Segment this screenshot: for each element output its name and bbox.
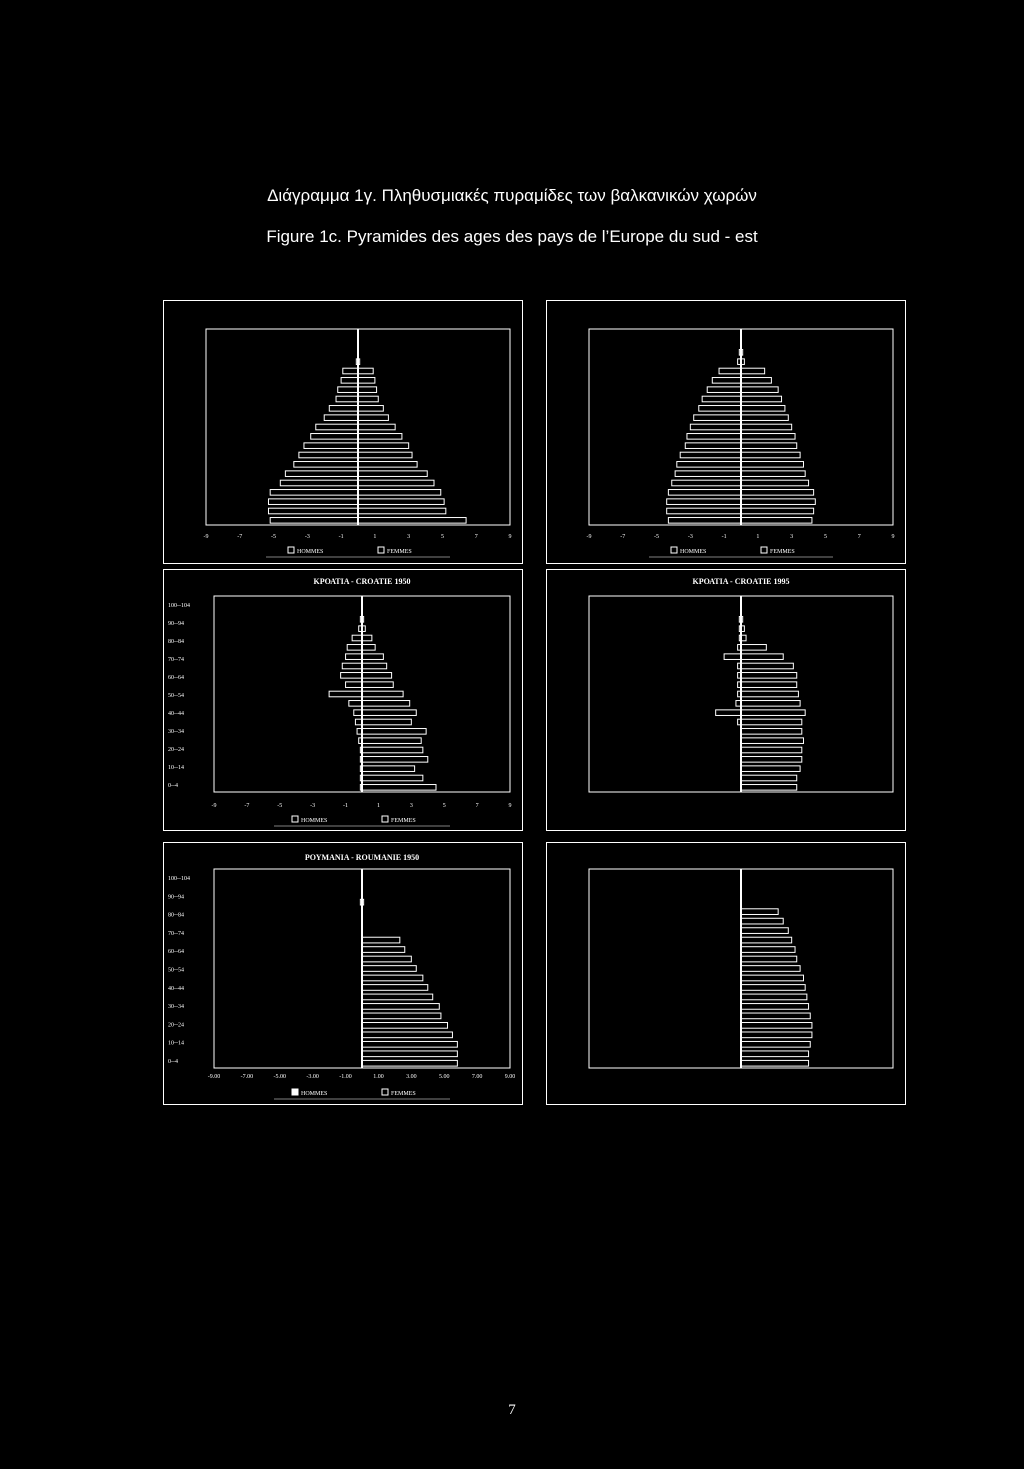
chart-title: ΡΟΥΜΑΝΙΑ - ROUMANIE 1950 xyxy=(304,853,420,862)
legend-label-hommes: HOMMES xyxy=(297,549,324,555)
y-tick-label: 80--84 xyxy=(168,639,184,645)
bar-femmes-25-29 xyxy=(362,1013,441,1019)
bar-hommes-45-49 xyxy=(349,701,362,707)
bar-femmes-80-84 xyxy=(358,368,373,374)
bar-femmes-60-64 xyxy=(741,947,795,953)
x-tick-label: -1 xyxy=(343,803,349,809)
bar-femmes-75-79 xyxy=(358,378,375,384)
bar-hommes-80-84 xyxy=(352,635,362,641)
bar-femmes-55-59 xyxy=(358,415,388,421)
y-tick-label: 0--4 xyxy=(168,1059,178,1065)
bar-femmes-50-54 xyxy=(362,691,403,697)
bar-hommes-40-44 xyxy=(354,710,362,716)
x-tick-label: -9 xyxy=(586,534,592,540)
x-tick-label: -9.00 xyxy=(207,1074,221,1080)
pyramid-chart xyxy=(164,301,522,563)
y-tick-label: 20--24 xyxy=(168,1022,184,1029)
bar-femmes-60-64 xyxy=(741,673,797,679)
x-tick-label: 3.00 xyxy=(406,1074,417,1080)
bar-hommes-80-84 xyxy=(719,368,741,374)
bar-hommes-10-14 xyxy=(667,499,741,505)
bar-femmes-25-29 xyxy=(362,738,421,744)
bar-femmes-0-4 xyxy=(741,785,797,791)
bar-femmes-45-49 xyxy=(741,434,795,440)
bar-hommes-35-39 xyxy=(680,452,741,458)
pyramid-panel-romania-1950 xyxy=(163,842,523,1105)
y-tick-label: 10--14 xyxy=(168,1040,184,1047)
x-tick-label: 3 xyxy=(409,803,413,809)
bar-femmes-30-34 xyxy=(741,462,803,468)
y-tick-label: 20--24 xyxy=(168,747,184,753)
bar-femmes-80-84 xyxy=(741,909,778,915)
y-tick-label: 80--84 xyxy=(168,912,184,919)
x-tick-label: 3 xyxy=(407,534,411,540)
legend-label-femmes: FEMMES xyxy=(391,1091,416,1097)
bar-femmes-5-9 xyxy=(358,508,446,514)
bar-femmes-20-24 xyxy=(362,1023,448,1029)
bar-femmes-85-89 xyxy=(362,626,365,632)
legend-label-hommes: HOMMES xyxy=(301,818,328,824)
bar-femmes-10-14 xyxy=(741,1041,810,1047)
bar-femmes-40-44 xyxy=(362,710,416,716)
bar-femmes-65-69 xyxy=(358,396,378,402)
bar-hommes-60-64 xyxy=(329,406,358,412)
bar-hommes-75-79 xyxy=(712,378,741,384)
bar-hommes-40-44 xyxy=(685,443,741,449)
x-tick-label: -5 xyxy=(271,534,277,540)
bar-femmes-45-49 xyxy=(362,975,423,981)
bar-femmes-20-24 xyxy=(358,480,434,486)
bar-femmes-75-79 xyxy=(362,645,375,651)
x-tick-label: 9.00 xyxy=(504,1074,516,1080)
x-tick-label: -5 xyxy=(654,534,660,540)
bar-femmes-75-79 xyxy=(741,918,783,924)
y-tick-label: 40--44 xyxy=(168,985,184,992)
x-tick-label: -5 xyxy=(277,803,283,809)
bar-femmes-0-4 xyxy=(741,1060,809,1066)
bar-femmes-0-4 xyxy=(362,1060,457,1066)
bar-femmes-30-34 xyxy=(358,462,417,468)
bar-femmes-65-69 xyxy=(741,396,782,402)
y-tick-label: 100--104 xyxy=(168,876,190,882)
bar-hommes-55-59 xyxy=(346,682,362,688)
legend-label-femmes: FEMMES xyxy=(770,549,795,555)
bar-femmes-20-24 xyxy=(741,1023,812,1029)
bar-femmes-10-14 xyxy=(362,1041,457,1047)
x-tick-label: 1 xyxy=(756,534,760,540)
bar-femmes-55-59 xyxy=(741,956,797,962)
legend-swatch-hommes xyxy=(288,547,294,553)
pyramid-chart xyxy=(547,843,905,1104)
bar-femmes-70-74 xyxy=(362,654,383,660)
bar-femmes-50-54 xyxy=(358,424,395,430)
bar-hommes-35-39 xyxy=(299,452,358,458)
bar-femmes-55-59 xyxy=(741,682,797,688)
bar-femmes-35-39 xyxy=(358,452,412,458)
bar-hommes-20-24 xyxy=(672,480,741,486)
x-tick-label: 1 xyxy=(373,534,377,540)
bar-femmes-45-49 xyxy=(741,701,800,707)
pyramid-chart xyxy=(547,570,905,830)
bar-hommes-25-29 xyxy=(675,471,741,477)
bar-femmes-75-79 xyxy=(741,378,771,384)
x-tick-label: 7 xyxy=(857,534,861,540)
bar-femmes-35-39 xyxy=(362,719,411,725)
bar-femmes-65-69 xyxy=(741,937,792,943)
x-tick-label: -1.00 xyxy=(339,1074,352,1080)
bar-hommes-25-29 xyxy=(285,471,358,477)
bar-femmes-5-9 xyxy=(362,1051,457,1057)
pyramid-panel-croatia-1995 xyxy=(546,569,906,831)
bar-hommes-15-19 xyxy=(668,490,741,496)
bar-femmes-80-84 xyxy=(362,635,372,641)
bar-femmes-25-29 xyxy=(741,1013,810,1019)
legend-label-femmes: FEMMES xyxy=(387,549,412,555)
bar-femmes-45-49 xyxy=(741,975,803,981)
bar-femmes-60-64 xyxy=(741,406,785,412)
bar-femmes-15-19 xyxy=(741,757,802,763)
x-tick-label: 5.00 xyxy=(438,1074,450,1080)
bar-femmes-40-44 xyxy=(362,985,428,991)
y-tick-label: 70--74 xyxy=(168,930,184,937)
bar-femmes-35-39 xyxy=(362,994,433,1000)
x-tick-label: 3 xyxy=(790,534,794,540)
x-tick-label: -7 xyxy=(620,534,626,540)
bar-femmes-15-19 xyxy=(358,490,441,496)
bar-femmes-55-59 xyxy=(362,956,411,962)
bar-femmes-40-44 xyxy=(741,710,805,716)
page-number: 7 xyxy=(508,1402,516,1418)
bar-femmes-50-54 xyxy=(741,424,792,430)
bar-hommes-15-19 xyxy=(270,490,358,496)
y-tick-label: 50--54 xyxy=(168,967,184,974)
x-tick-label: 1 xyxy=(376,803,380,809)
bar-femmes-20-24 xyxy=(741,480,809,486)
bar-hommes-65-69 xyxy=(342,663,362,669)
bar-femmes-70-74 xyxy=(741,928,788,934)
bar-hommes-50-54 xyxy=(690,424,741,430)
x-tick-label: 9 xyxy=(891,534,895,540)
y-tick-label: 90--94 xyxy=(168,894,184,901)
bar-femmes-45-49 xyxy=(362,701,410,707)
bar-femmes-30-34 xyxy=(362,729,426,735)
x-tick-label: 7 xyxy=(474,534,478,540)
bar-femmes-70-74 xyxy=(358,387,377,393)
bar-femmes-65-69 xyxy=(741,663,793,669)
x-tick-label: -1 xyxy=(721,534,727,540)
x-tick-label: -3 xyxy=(304,534,310,540)
x-tick-label: 7 xyxy=(475,803,479,809)
chart-title: ΚΡΟΑΤΙΑ - CROATIE 1995 xyxy=(692,577,790,586)
bar-hommes-40-44 xyxy=(304,443,358,449)
bar-femmes-30-34 xyxy=(362,1004,439,1010)
bar-hommes-70-74 xyxy=(707,387,741,393)
legend-swatch-hommes xyxy=(671,547,677,553)
legend-swatch-femmes xyxy=(378,547,384,553)
bar-hommes-10-14 xyxy=(268,499,358,505)
bar-femmes-50-54 xyxy=(362,966,416,972)
x-tick-label: -3 xyxy=(687,534,693,540)
bar-hommes-80-84 xyxy=(343,368,358,374)
bar-femmes-35-39 xyxy=(741,994,807,1000)
legend-label-hommes: HOMMES xyxy=(301,1091,328,1097)
bar-hommes-30-34 xyxy=(677,462,741,468)
bar-hommes-70-74 xyxy=(724,654,741,660)
bar-femmes-30-34 xyxy=(741,729,802,735)
legend-swatch-femmes xyxy=(761,547,767,553)
bar-femmes-60-64 xyxy=(362,673,392,679)
page-title-french: Figure 1c. Pyramides des ages des pays de l’Europe du sud - est xyxy=(266,227,758,246)
bar-femmes-60-64 xyxy=(362,947,405,953)
bar-hommes-55-59 xyxy=(324,415,358,421)
bar-femmes-15-19 xyxy=(741,490,814,496)
bar-hommes-50-54 xyxy=(316,424,358,430)
bar-femmes-20-24 xyxy=(741,747,802,753)
bar-femmes-15-19 xyxy=(741,1032,812,1038)
y-tick-label: 50--54 xyxy=(168,693,184,699)
bar-femmes-50-54 xyxy=(741,966,800,972)
bar-femmes-40-44 xyxy=(741,985,805,991)
bar-hommes-0-4 xyxy=(668,518,741,524)
y-tick-label: 100--104 xyxy=(168,603,190,609)
bar-femmes-70-74 xyxy=(741,654,783,660)
x-tick-label: -9 xyxy=(211,803,217,809)
bar-hommes-5-9 xyxy=(667,508,741,514)
bar-femmes-55-59 xyxy=(362,682,393,688)
bar-femmes-25-29 xyxy=(741,471,805,477)
x-tick-label: 5 xyxy=(823,534,827,540)
x-tick-label: 5 xyxy=(440,534,444,540)
x-tick-label: 9 xyxy=(508,803,512,809)
pyramid-chart xyxy=(164,843,522,1104)
legend-swatch-hommes xyxy=(292,1089,298,1095)
bar-femmes-50-54 xyxy=(741,691,798,697)
x-tick-label: -7 xyxy=(237,534,243,540)
bar-hommes-65-69 xyxy=(702,396,741,402)
legend-label-femmes: FEMMES xyxy=(391,818,416,824)
bar-hommes-60-64 xyxy=(341,673,362,679)
legend-swatch-femmes xyxy=(382,1089,388,1095)
bar-hommes-20-24 xyxy=(280,480,358,486)
bar-femmes-5-9 xyxy=(741,775,797,781)
bar-femmes-10-14 xyxy=(741,766,800,772)
bar-femmes-5-9 xyxy=(741,508,814,514)
bar-femmes-40-44 xyxy=(358,443,409,449)
bar-femmes-10-14 xyxy=(741,499,815,505)
bar-femmes-60-64 xyxy=(358,406,383,412)
bar-femmes-70-74 xyxy=(741,387,778,393)
bar-hommes-45-49 xyxy=(687,434,741,440)
bar-femmes-0-4 xyxy=(741,518,812,524)
bar-hommes-70-74 xyxy=(338,387,358,393)
bar-femmes-15-19 xyxy=(362,757,428,763)
y-tick-label: 40--44 xyxy=(168,711,184,717)
bar-femmes-65-69 xyxy=(362,663,387,669)
bar-femmes-80-84 xyxy=(741,368,765,374)
bar-femmes-5-9 xyxy=(741,1051,809,1057)
x-tick-label: 5 xyxy=(442,803,446,809)
y-tick-label: 60--64 xyxy=(168,675,184,681)
x-tick-label: 7.00 xyxy=(471,1074,483,1080)
bar-femmes-5-9 xyxy=(362,775,423,781)
bar-femmes-25-29 xyxy=(358,471,427,477)
bar-femmes-30-34 xyxy=(741,1004,809,1010)
x-tick-label: -7 xyxy=(244,803,250,809)
x-tick-label: -3 xyxy=(310,803,316,809)
x-tick-label: 9 xyxy=(508,534,512,540)
x-tick-label: -3.00 xyxy=(306,1074,319,1080)
legend-label-hommes: HOMMES xyxy=(680,549,707,555)
bar-femmes-45-49 xyxy=(358,434,402,440)
bar-hommes-55-59 xyxy=(694,415,741,421)
bar-femmes-20-24 xyxy=(362,747,423,753)
bar-femmes-10-14 xyxy=(362,766,415,772)
x-tick-label: -7.00 xyxy=(240,1074,254,1080)
bar-hommes-5-9 xyxy=(268,508,358,514)
pyramid-chart xyxy=(547,301,905,563)
bar-hommes-30-34 xyxy=(294,462,358,468)
bar-femmes-10-14 xyxy=(358,499,444,505)
bar-hommes-50-54 xyxy=(329,691,362,697)
bar-femmes-25-29 xyxy=(741,738,803,744)
y-tick-label: 10--14 xyxy=(168,765,184,771)
bar-femmes-0-4 xyxy=(358,518,466,524)
pyramid-panel-top-right xyxy=(546,300,906,564)
pyramid-panel-bottom-right xyxy=(546,842,906,1105)
y-tick-label: 60--64 xyxy=(168,949,184,956)
pyramid-chart xyxy=(164,570,522,830)
legend-swatch-femmes xyxy=(382,816,388,822)
bar-hommes-0-4 xyxy=(270,518,358,524)
bar-hommes-40-44 xyxy=(716,710,741,716)
y-tick-label: 30--34 xyxy=(168,729,184,735)
page-title-greek: Διάγραμμα 1γ. Πληθυσμιακές πυραμίδες των βαλκανικών χωρών xyxy=(267,186,757,205)
bar-hommes-45-49 xyxy=(311,434,358,440)
pyramid-panel-top-left xyxy=(163,300,523,564)
legend-swatch-hommes xyxy=(292,816,298,822)
x-tick-label: -5.00 xyxy=(273,1074,287,1080)
y-tick-label: 70--74 xyxy=(168,657,184,663)
bar-femmes-35-39 xyxy=(741,719,802,725)
bar-hommes-75-79 xyxy=(341,378,358,384)
x-tick-label: -1 xyxy=(338,534,344,540)
bar-hommes-65-69 xyxy=(336,396,358,402)
bar-hommes-70-74 xyxy=(346,654,362,660)
bar-hommes-60-64 xyxy=(699,406,741,412)
bar-femmes-15-19 xyxy=(362,1032,452,1038)
x-tick-label: -9 xyxy=(203,534,209,540)
y-tick-label: 0--4 xyxy=(168,783,178,789)
chart-title: ΚΡΟΑΤΙΑ - CROATIE 1950 xyxy=(313,577,411,586)
y-tick-label: 90--94 xyxy=(168,621,184,627)
y-tick-label: 30--34 xyxy=(168,1004,184,1011)
pyramid-panel-croatia-1950 xyxy=(163,569,523,831)
bar-femmes-75-79 xyxy=(741,645,766,651)
bar-femmes-35-39 xyxy=(741,452,800,458)
bar-femmes-55-59 xyxy=(741,415,788,421)
bar-femmes-0-4 xyxy=(362,785,436,791)
x-tick-label: 1.00 xyxy=(373,1074,384,1080)
bar-femmes-65-69 xyxy=(362,937,400,943)
bar-femmes-40-44 xyxy=(741,443,797,449)
bar-hommes-75-79 xyxy=(347,645,362,651)
